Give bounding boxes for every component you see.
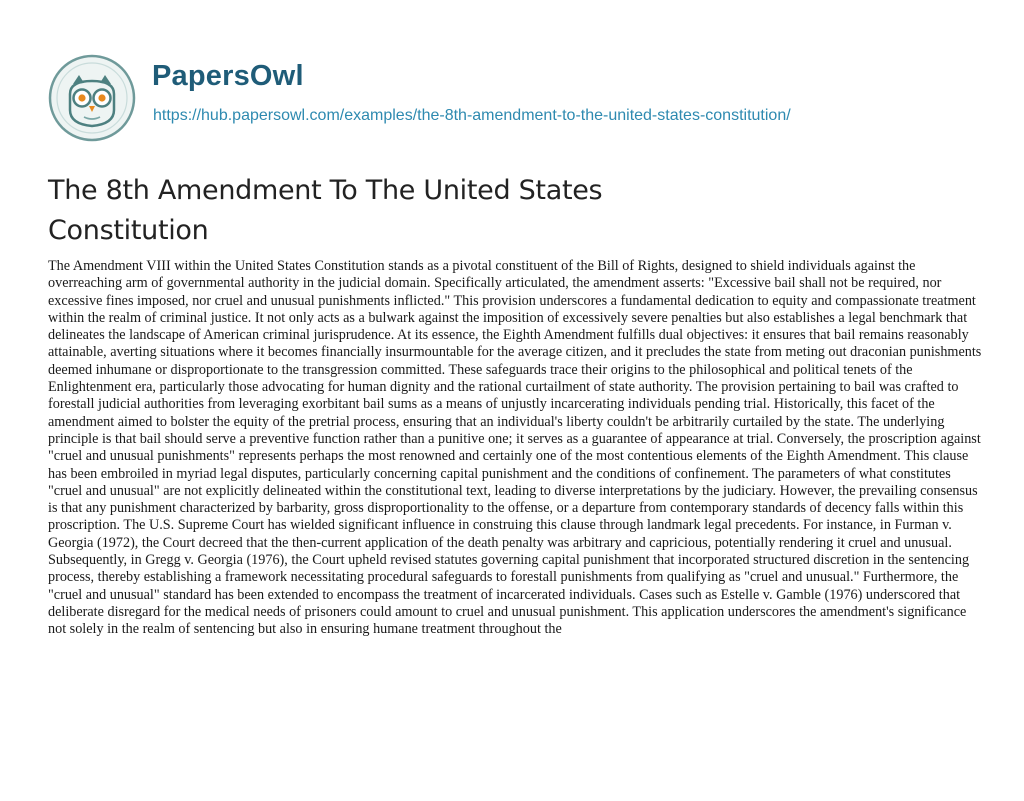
owl-logo-graphic xyxy=(48,54,136,142)
source-url-link[interactable]: https://hub.papersowl.com/examples/the-8th-amendment-to-the-united-states-constitution/ xyxy=(153,107,791,124)
document-body: The Amendment VIII within the United States Constitution stands as a pivotal constituent of the Bill of Rights, designed to shield individuals against the overreaching arm of governmental authority in the judicial domain. Specifically articulated, the amendment asserts: "Excessive bail shall not be required, nor excessive fines imposed, nor cruel and unusual punishments inflicted." This provision underscores a fundamental dedication to equity and compassionate treatment within the realm of criminal justice. It not only acts as a bulwark against the imposition of excessively severe penalties but also establishes a legal benchmark that delineates the landscape of American criminal jurisprudence. At its essence, the Eighth Amendment fulfills dual objectives: it ensures that bail remains reasonably attainable, averting situations where it becomes financially insurmountable for the average citizen, and it precludes the state from meting out draconian punishments deemed inhumane or disproportionate to the transgression committed. These safeguards trace their origins to the philosophical and political tenets of the Enlightenment era, particularly those advocating for human dignity and the rational curtailment of state authority. The provision pertaining to bail was crafted to forestall judicial authorities from leveraging exorbitant bail sums as a means of unjustly incarcerating individuals pending trial. Historically, this facet of the amendment aimed to bolster the equity of the pretrial process, ensuring that an individual's liberty couldn't be arbitrarily curtailed by the state. The underlying principle is that bail should serve a preventive function rather than a punitive one; it serves as a guarantee of appearance at trial. Conversely, the proscription against "cruel and unusual punishments" represents perhaps the most renowned and certainly one of the most contentious elements of the Eighth Amendment. This clause has been embroiled in myriad legal disputes, particularly concerning capital punishment and the conditions of confinement. The parameters of what constitutes "cruel and unusual" are not explicitly delineated within the constitutional text, leading to diverse interpretations by the judiciary. However, the prevailing consensus is that any punishment characterized by barbarity, gross disproportionality to the offense, or a departure from contemporary standards of decency falls within this proscription. The U.S. Supreme Court has wielded significant influence in construing this clause through landmark legal precedents. For instance, in Furman v. Georgia (1972), the Court decreed that the then-current application of the death penalty was arbitrary and capricious, potentially rendering it cruel and unusual. Subsequently, in Gregg v. Georgia (1976), the Court upheld revised statutes governing capital punishment that incorporated structured discretion in the sentencing process, thereby establishing a framework necessitating procedural safeguards to forestall punishments from qualifying as "cruel and unusual." Furthermore, the "cruel and unusual" standard has been extended to encompass the treatment of incarcerated individuals. Cases such as Estelle v. Gamble (1976) underscored that deliberate disregard for the medical needs of prisoners could amount to cruel and unusual punishment. This application underscores the amendment's significance not solely in the realm of sentencing but also in ensuring humane treatment throughout the xyxy=(48,258,982,638)
owl-logo-icon[interactable] xyxy=(48,54,136,142)
document-title: The 8th Amendment To The United States Constitution xyxy=(48,175,603,246)
brand-name[interactable]: PapersOwl xyxy=(152,60,304,92)
site-header xyxy=(48,54,978,144)
